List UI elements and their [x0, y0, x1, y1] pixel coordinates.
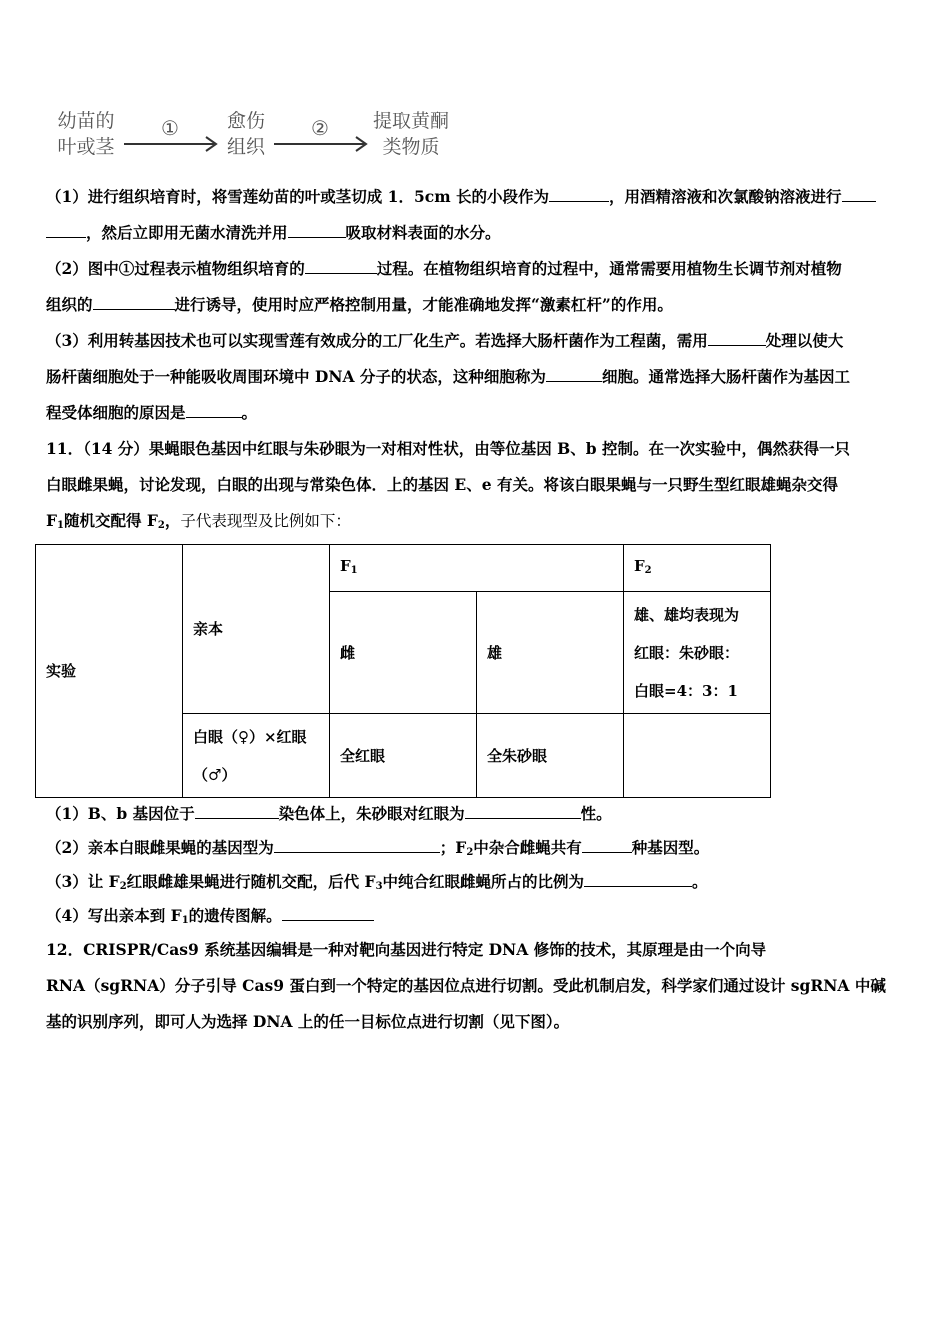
text: 组织的: [46, 295, 93, 314]
q11-sub1: [46, 795, 908, 832]
flowchart: [50, 104, 470, 170]
answer-blank[interactable]: [465, 804, 581, 819]
subscript: 2: [119, 881, 127, 892]
text: 染色体上，朱砂眼对红眼为: [278, 804, 465, 823]
text: ，: [164, 511, 181, 530]
q10-part3-line2: [46, 358, 908, 395]
cell-parent: 亲本: [183, 545, 330, 714]
flow-start-line2: 叶或茎: [57, 136, 115, 158]
answer-blank[interactable]: [305, 259, 377, 274]
q12-stem-line3: 基的识别序列，即可人为选择 DNA 上的任一目标位点进行切割（见下图）。: [46, 1012, 570, 1031]
cell-f1-female-value: 全红眼: [330, 714, 477, 798]
subscript: 1: [350, 564, 358, 576]
q11-stem-line1: 11．（14 分）果蝇眼色基因中红眼与朱砂眼为一对相对性状，由等位基因 B、b 控制。在一次实验中，偶然获得一只: [46, 439, 851, 458]
flow-end: [366, 108, 456, 160]
text: 过程。在植物组织培育的过程中，通常需要用植物生长调节剂对植物: [376, 259, 842, 278]
text: （3）让 F: [46, 872, 120, 891]
text: （1）进行组织培育时，将雪莲幼苗的叶或茎切成 1．5cm 长的小段作为: [46, 187, 549, 206]
cell-f1-male-value: 全朱砂眼: [477, 714, 624, 798]
answer-blank[interactable]: [46, 223, 86, 238]
q10-part3-line1: [46, 322, 908, 359]
subscript: 2: [466, 847, 474, 858]
cell-cross: [183, 714, 330, 798]
q10-part1-line2: [46, 214, 908, 251]
text: F: [340, 556, 351, 575]
q12-stem-line1: 12．CRISPR/Cas9 系统基因编辑是一种对靶向基因进行特定 DNA 修饰的技术，其原理是由一个向导: [46, 940, 767, 959]
arrow-right-icon: [122, 132, 222, 152]
text: 的遗传图解。: [188, 906, 282, 925]
text: 种基因型。: [631, 838, 710, 857]
text: 中杂合雌蝇共有: [473, 838, 582, 857]
text: 性。: [580, 804, 612, 823]
answer-blank[interactable]: [582, 838, 632, 853]
q12-stem-line2: RNA（sgRNA）分子引导 Cas9 蛋白到一个特定的基因位点进行切割。受此机制启发，科学家们通过设计 sgRNA 中碱: [46, 976, 886, 995]
q10-part3-line3: [46, 394, 908, 431]
text: 。: [692, 872, 708, 891]
q11-stem-line2: 白眼雌果蝇，讨论发现，白眼的出现与常染色体．上的基因 E、e 有关。将该白眼果蝇与一只野生型红眼雄蝇杂交得: [46, 475, 838, 494]
answer-blank[interactable]: [584, 872, 692, 887]
subscript: 2: [157, 520, 165, 531]
text: 白眼（♀）×红眼: [193, 727, 307, 746]
answer-blank[interactable]: [282, 906, 374, 921]
text: 红眼雌雄果蝇进行随机交配，后代 F: [126, 872, 376, 891]
text: ；F: [439, 838, 467, 857]
text: （♂）: [193, 765, 237, 784]
text: ，用酒精溶液和次氯酸钠溶液进行: [609, 187, 842, 206]
flow-middle-line1: 愈伤: [226, 110, 265, 132]
q10-part1-line1: [46, 178, 908, 215]
text: 中纯合红眼雌蝇所占的比例为: [382, 872, 585, 891]
text: 吸取材料表面的水分。: [345, 223, 501, 242]
subscript: 2: [644, 564, 652, 576]
flow-end-line1: 提取黄酮: [372, 110, 449, 132]
text: （1）B、b 基因位于: [46, 804, 195, 823]
answer-blank[interactable]: [195, 804, 279, 819]
flow-middle-line2: 组织: [226, 136, 265, 158]
q10-part2-line2: [46, 286, 908, 323]
text: 。: [241, 403, 258, 422]
flow-start: [50, 108, 122, 160]
experiment-table: [35, 544, 771, 798]
answer-blank[interactable]: [708, 331, 766, 346]
flow-step-2: ②: [311, 116, 329, 140]
text: （3）利用转基因技术也可以实现雪莲有效成分的工厂化生产。若选择大肠杆菌作为工程菌，需用: [46, 331, 708, 350]
arrow-right-icon: [272, 132, 372, 152]
answer-blank[interactable]: [842, 187, 876, 202]
q11-stem-line3: [46, 502, 908, 544]
text: （2）图中①过程表示植物组织培育的: [46, 259, 305, 278]
answer-blank[interactable]: [93, 295, 175, 310]
cell-f2-header: [624, 545, 771, 592]
cell-male: 雄: [477, 592, 624, 714]
cell-f1-header: [330, 545, 624, 592]
text: 程受体细胞的原因是: [46, 403, 186, 422]
cell-female: 雌: [330, 592, 477, 714]
flow-end-line2: 类物质: [382, 136, 440, 158]
answer-blank[interactable]: [549, 187, 609, 202]
subscript: 1: [181, 915, 189, 926]
text: 细胞。通常选择大肠杆菌作为基因工: [601, 367, 850, 386]
table-row: [36, 545, 771, 592]
text: 子代表现型及比例如下：: [180, 512, 351, 530]
cell-experiment: 实验: [36, 545, 183, 798]
cell-empty: [624, 714, 771, 798]
q10-part2-line1: [46, 250, 908, 287]
text: 红眼：朱砂眼：: [634, 643, 740, 662]
text: 肠杆菌细胞处于一种能吸收周围环境中 DNA 分子的状态，这种细胞称为: [46, 367, 546, 386]
subscript: 1: [57, 520, 64, 531]
answer-blank[interactable]: [186, 403, 242, 418]
subscript: 3: [375, 881, 383, 892]
text: F: [46, 511, 58, 530]
text: （4）写出亲本到 F: [46, 906, 182, 925]
answer-blank[interactable]: [288, 223, 346, 238]
text: ，然后立即用无菌水清洗并用: [86, 223, 288, 242]
flow-start-line1: 幼苗的: [57, 110, 115, 132]
text: 随机交配得 F: [63, 511, 158, 530]
answer-blank[interactable]: [546, 367, 602, 382]
flow-step-1: ①: [161, 116, 179, 140]
text: 白眼=4：3：1: [634, 681, 738, 700]
cell-f2-description: [624, 592, 771, 714]
text: 进行诱导，使用时应严格控制用量，才能准确地发挥“激素杠杆”的作用。: [174, 295, 673, 314]
text: F: [634, 556, 645, 575]
text: （2）亲本白眼雌果蝇的基因型为: [46, 838, 274, 857]
answer-blank[interactable]: [274, 838, 440, 853]
text: 雄、雄均表现为: [634, 605, 740, 624]
text: 处理以使大: [765, 331, 844, 350]
flow-middle: [220, 108, 272, 160]
